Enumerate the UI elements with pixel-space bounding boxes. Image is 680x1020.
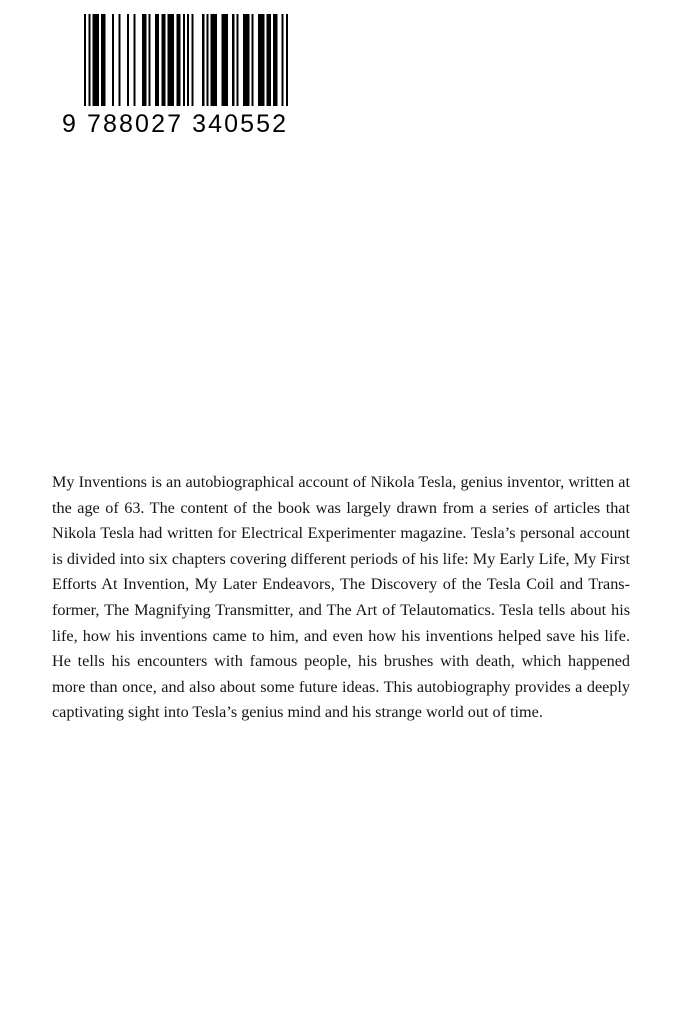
barcode-bar bbox=[282, 14, 284, 106]
barcode-bar bbox=[221, 14, 223, 106]
back-cover-blurb: My Inventions is an autobiographical account of Nikola Tesla, genius inventor, written at the age of 63. The content of the book was largely drawn from a series of articles that Nikola Tesla had written for Electrical Experimenter magazine. Tesla’s personal account is divided into six chapters covering different periods of his life: My Early Life, My First Efforts At Invention, My Later Endeavors, The Discovery of the Tesla Coil and Transformer, The Magnifying Transmitter, and The Art of Telautomatics. Tesla tells about his life, how his inventions came to him, and even how his inventions helped save his life. He tells his encounters with famous people, his brushes with death, which happened more than once, and also about some future ideas. This autobiography provides a deeply captivating sight into Tesla’s genius mind and his strange world out of time. bbox=[52, 473, 630, 722]
barcode-bar bbox=[172, 14, 174, 106]
isbn-barcode bbox=[62, 14, 294, 138]
barcode-number: 9 788027 340552 bbox=[62, 110, 289, 138]
barcode-bar bbox=[133, 14, 135, 106]
barcode-bar bbox=[161, 14, 163, 106]
barcode-bar bbox=[236, 14, 238, 106]
barcode-bar bbox=[273, 14, 275, 106]
barcode-bar bbox=[178, 14, 180, 106]
barcode-bar bbox=[163, 14, 165, 106]
barcode-bar bbox=[88, 14, 90, 106]
barcode-bar bbox=[168, 14, 170, 106]
barcode-bar bbox=[245, 14, 247, 106]
barcode-bar bbox=[226, 14, 228, 106]
barcode-bar bbox=[269, 14, 271, 106]
barcode-bar bbox=[251, 14, 253, 106]
barcode-bar bbox=[155, 14, 157, 106]
barcode-bar bbox=[224, 14, 226, 106]
barcode-bar bbox=[103, 14, 105, 106]
barcode-bars bbox=[84, 14, 288, 106]
barcode-bar bbox=[275, 14, 277, 106]
barcode-bar bbox=[93, 14, 95, 106]
barcode-bar bbox=[232, 14, 234, 106]
barcode-bar bbox=[176, 14, 178, 106]
barcode-bar bbox=[206, 14, 208, 106]
barcode-bar bbox=[187, 14, 189, 106]
barcode-bar bbox=[112, 14, 114, 106]
barcode-bar bbox=[144, 14, 146, 106]
barcode-bar bbox=[191, 14, 193, 106]
barcode-bar bbox=[260, 14, 262, 106]
barcode-bar bbox=[202, 14, 204, 106]
barcode-bar bbox=[258, 14, 260, 106]
barcode-bar bbox=[148, 14, 150, 106]
barcode-bar bbox=[157, 14, 159, 106]
barcode-bar bbox=[170, 14, 172, 106]
barcode-bar bbox=[267, 14, 269, 106]
barcode-bar bbox=[243, 14, 245, 106]
barcode-bar bbox=[183, 14, 185, 106]
barcode-bar bbox=[247, 14, 249, 106]
barcode-bar bbox=[97, 14, 99, 106]
barcode-bar bbox=[286, 14, 288, 106]
barcode-bar bbox=[213, 14, 215, 106]
barcode-bar bbox=[211, 14, 213, 106]
barcode-bar bbox=[118, 14, 120, 106]
barcode-bar bbox=[84, 14, 86, 106]
barcode-bar bbox=[215, 14, 217, 106]
barcode-bar bbox=[142, 14, 144, 106]
barcode-bar bbox=[262, 14, 264, 106]
barcode-bar bbox=[95, 14, 97, 106]
barcode-bar bbox=[101, 14, 103, 106]
barcode-bar bbox=[127, 14, 129, 106]
